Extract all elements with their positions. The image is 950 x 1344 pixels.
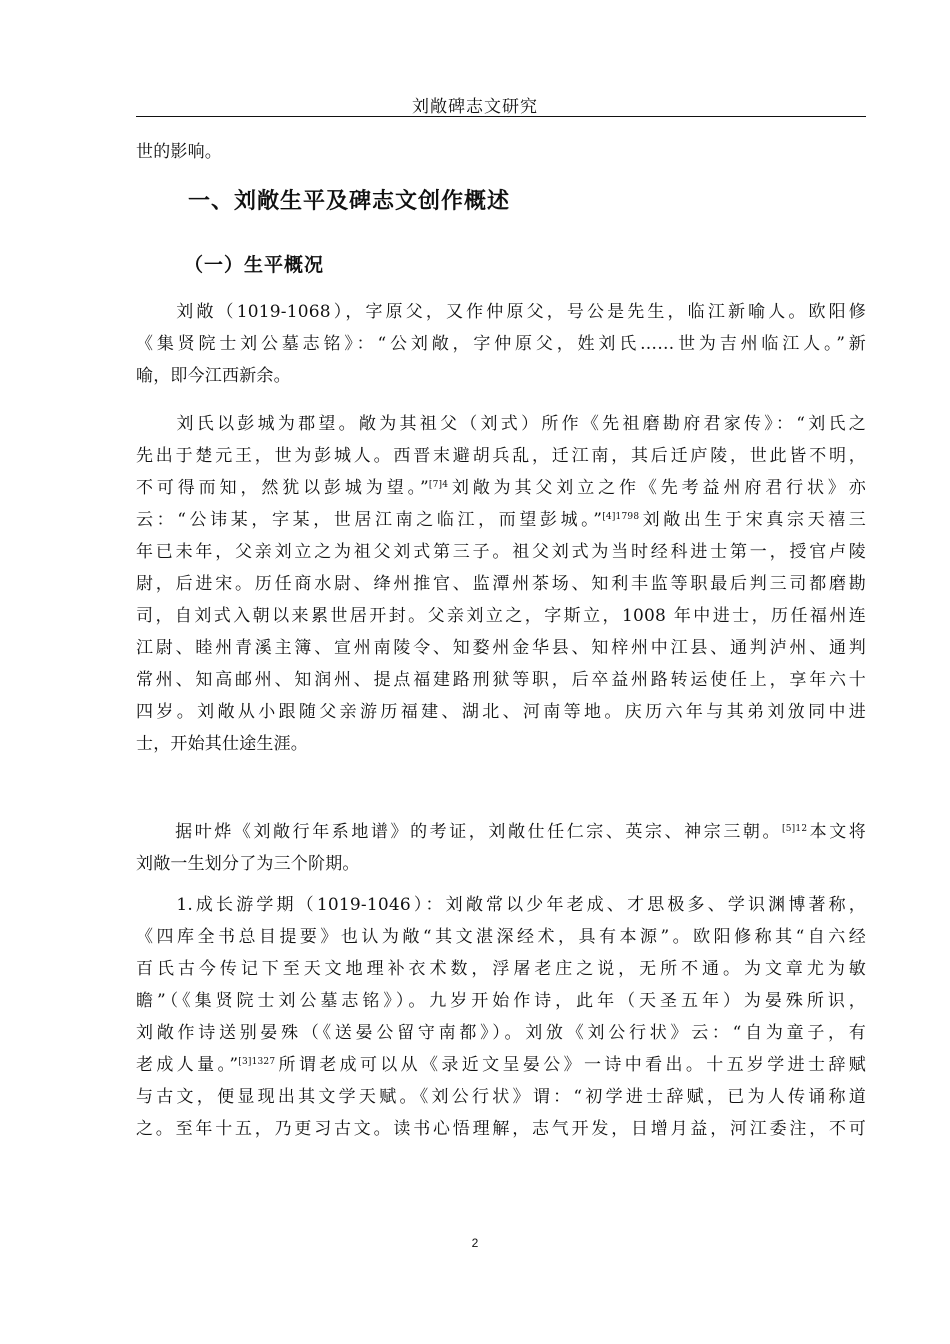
text-line: 1.成长游学期（1019-1046）：刘敞常以少年老成、才思极多、学识渊博著称， <box>136 895 866 915</box>
text-segment: 本文将 <box>807 822 866 842</box>
text-line: 刘敞（1019-1068），字原父，又作仲原父，号公是先生，临江新喻人。欧阳修 <box>136 302 866 322</box>
text-line: 士，开始其仕途生涯。 <box>136 734 308 754</box>
text-line: 常州、知高邮州、知润州、提点福建路刑狱等职，后卒益州路转运使任上，享年六十 <box>136 670 866 690</box>
text-line: 先出于楚元王，世为彭城人。西晋末避胡兵乱，迁江南，其后迁庐陵，世此皆不明， <box>136 446 866 466</box>
text-line: 司，自刘式入朝以来累世居开封。父亲刘立之，字斯立，1008 年中进士，历任福州连 <box>136 606 866 626</box>
text-segment: 刘敞出生于宋真宗天禧三 <box>639 510 866 530</box>
text-line: 喻，即今江西新余。 <box>136 366 291 386</box>
paragraph-3 <box>136 816 866 880</box>
text-line: 刘敞作诗送别晏殊（《送晏公留守南都》）。刘攽《刘公行状》云：“自为童子，有 <box>136 1023 866 1043</box>
citation-ref: [7]4 <box>428 480 449 490</box>
text-line <box>136 816 866 848</box>
text-segment: 云：“公讳某，字某，世居江南之临江，而望彭城。” <box>136 510 603 530</box>
text-line <box>136 504 866 536</box>
citation-ref: [4]1798 <box>602 512 640 522</box>
text-line: 瞻”（《集贤院士刘公墓志铭》）。九岁开始作诗，此年（天圣五年）为晏殊所识， <box>136 991 866 1011</box>
paragraph-2 <box>136 408 866 760</box>
text-line: 刘氏以彭城为郡望。敞为其祖父（刘式）所作《先祖磨勘府君家传》：“刘氏之 <box>136 414 866 434</box>
citation-ref: [5]12 <box>782 824 808 834</box>
text-segment: 老成人量。” <box>136 1055 239 1075</box>
text-line <box>136 1049 866 1081</box>
text-line: 《四库全书总目提要》也认为敞“其文湛深经术，具有本源”。欧阳修称其“自六经 <box>136 927 866 947</box>
text-line: 《集贤院士刘公墓志铭》：“公刘敞，字仲原父，姓刘氏……世为吉州临江人。”新 <box>136 334 866 354</box>
paragraph-4 <box>136 889 866 1145</box>
text-line: 百氏古今传记下至天文地理补衣术数，浮屠老庄之说，无所不通。为文章尤为敏 <box>136 959 866 979</box>
page-number: 2 <box>471 1236 479 1250</box>
text-line: 江尉、睦州青溪主簿、宣州南陵令、知婺州金华县、知梓州中江县、通判泸州、通判 <box>136 638 866 658</box>
text-line <box>136 472 866 504</box>
carryover-line: 世的影响。 <box>136 142 222 162</box>
text-line: 尉，后进宋。历任商水尉、绛州推官、监潭州茶场、知利丰监等职最后判三司都磨勘 <box>136 574 866 594</box>
text-segment: 不可得而知，然犹以彭城为望。” <box>136 478 429 498</box>
text-segment: 据叶烨《刘敞行年系地谱》的考证，刘敞仕任仁宗、英宗、神宗三朝。 <box>136 822 783 842</box>
text-line: 与古文，便显现出其文学天赋。《刘公行状》谓：“初学进士辞赋，已为人传诵称道 <box>136 1087 866 1107</box>
text-line: 之。至年十五，乃更习古文。读书心悟理解，志气开发，日增月益，河江委注，不可 <box>136 1119 866 1139</box>
page-header-title: 刘敞碑志文研究 <box>412 97 538 117</box>
paragraph-1 <box>136 296 866 392</box>
text-segment: 所谓老成可以从《录近文呈晏公》一诗中看出。十五岁学进士辞赋 <box>275 1055 866 1075</box>
text-line: 刘敞一生划分了为三个阶期。 <box>136 854 360 874</box>
citation-ref: [3]1327 <box>238 1057 276 1067</box>
text-line: 年已未年，父亲刘立之为祖父刘式第三子。祖父刘式为当时经科进士第一，授官卢陵 <box>136 542 866 562</box>
header-rule <box>136 116 866 117</box>
text-line: 四岁。刘敞从小跟随父亲游历福建、湖北、河南等地。庆历六年与其弟刘攽同中进 <box>136 702 866 722</box>
subsection-title: （一）生平概况 <box>184 254 325 276</box>
text-segment: 刘敞为其父刘立之作《先考益州府君行状》亦 <box>448 478 866 498</box>
section-title: 一、刘敞生平及碑志文创作概述 <box>188 189 511 214</box>
